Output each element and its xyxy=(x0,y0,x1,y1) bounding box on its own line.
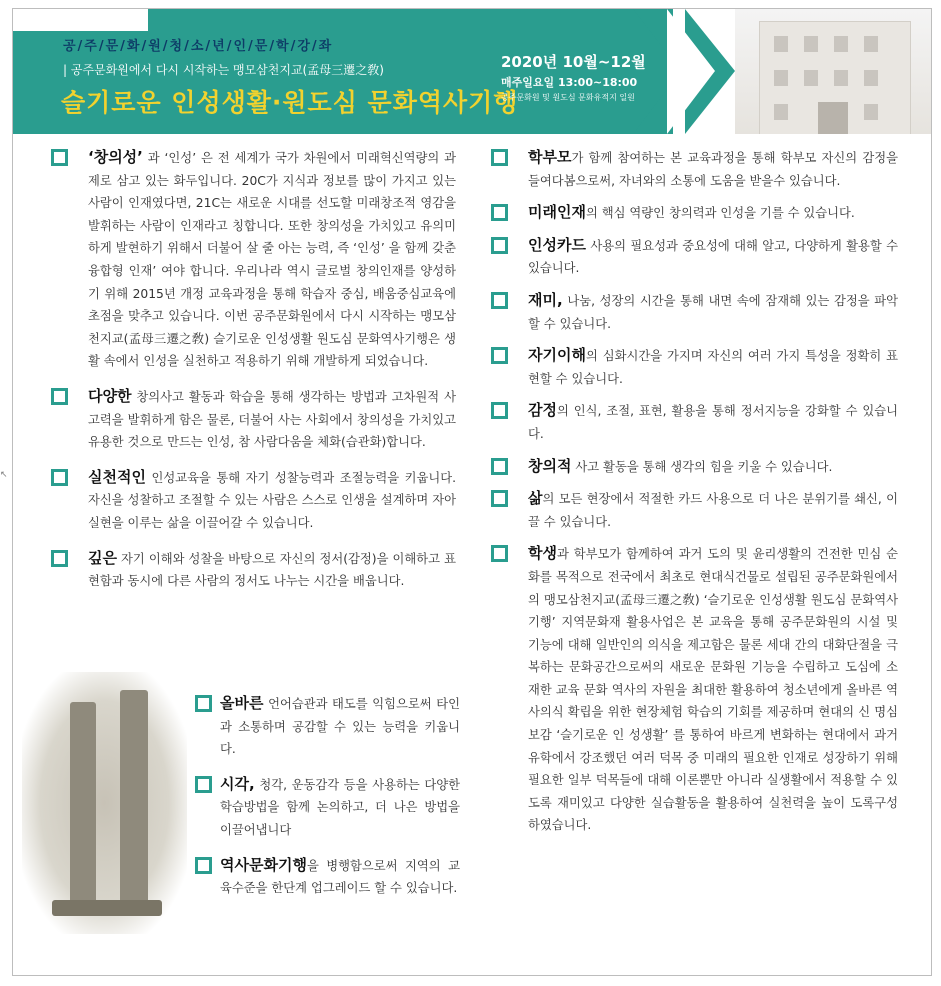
checkbox-icon xyxy=(491,402,508,419)
list-item xyxy=(192,692,460,761)
time-range: 매주일요일 13:00~18:00 xyxy=(501,76,638,89)
inset-list xyxy=(192,692,460,900)
schedule-block xyxy=(501,51,646,103)
venue: 공주문화원 및 원도심 문화유적지 일원 xyxy=(501,93,635,102)
stone-pillars-photo xyxy=(22,672,187,934)
item-text: 인성교육을 통해 자기 성찰능력과 조절능력을 키웁니다. 자신을 성찰하고 조절할 수 있는 사람은 스스로 인생을 설계하며 자아실현을 이루는 삶을 이끌어갈 수 있습니다. xyxy=(88,470,456,530)
list-item xyxy=(192,773,460,842)
right-column xyxy=(488,146,898,837)
item-text: 의 인식, 조절, 표현, 활용을 통해 정서지능을 강화할 수 있습니다. xyxy=(528,404,898,441)
item-keyword: ‘창의성’ xyxy=(88,148,143,166)
item-keyword: 재미, xyxy=(528,290,563,309)
checkbox-icon xyxy=(195,695,212,712)
item-text: 나눔, 성장의 시간을 통해 내면 속에 잠재해 있는 감정을 파악할 수 있습니다. xyxy=(528,293,898,331)
item-keyword: 다양한 xyxy=(88,386,132,405)
list-item xyxy=(488,399,898,445)
pillar-base xyxy=(52,900,162,916)
building-image xyxy=(759,21,911,134)
list-item xyxy=(48,466,456,535)
item-text: 가 함께 참여하는 본 교육과정을 통해 학부모 자신의 감정을 들여다봄으로써, 자녀와의 소통에 도움을 받을수 있습니다. xyxy=(528,151,898,188)
checkbox-icon xyxy=(491,545,508,562)
chevron-gap xyxy=(667,9,715,134)
checkbox-icon xyxy=(491,458,508,475)
header-banner xyxy=(13,9,931,134)
item-text: 창의사고 활동과 학습을 통해 생각하는 방법과 고차원적 사고력을 발휘하게 함은 물론, 더불어 사는 사회에서 창의성을 가치있고 유용한 것으로 만드는 인성, 참 사람다움을 체화(습관화)합니다. xyxy=(88,389,456,450)
item-text: 사용의 필요성과 중요성에 대해 알고, 다양하게 활용할 수 있습니다. xyxy=(528,238,898,276)
list-item xyxy=(488,234,898,280)
checkbox-icon xyxy=(491,237,508,254)
program-title: 슬기로운 인성생활·원도심 문화역사기행 xyxy=(61,88,519,117)
list-item xyxy=(48,146,456,373)
list-item xyxy=(488,146,898,192)
list-item xyxy=(488,289,898,335)
item-keyword: 감정 xyxy=(528,401,557,420)
item-keyword: 미래인재 xyxy=(528,203,586,222)
checkbox-icon xyxy=(51,469,68,486)
item-keyword: 창의적 xyxy=(528,456,572,475)
item-text: 청각, 운동감각 등을 사용하는 다양한 학습방법을 함께 논의하고, 더 나은 방법을 이끌어냅니다 xyxy=(220,777,460,837)
item-keyword: 인성카드 xyxy=(528,235,586,254)
checkbox-icon xyxy=(195,776,212,793)
checkbox-icon xyxy=(195,857,212,874)
stone-pillar xyxy=(120,690,148,912)
list-item xyxy=(488,542,898,837)
left-column xyxy=(48,146,456,593)
stone-pillar xyxy=(70,702,96,912)
program-subtitle: | 공주문화원에서 다시 시작하는 맹모삼천지교(孟母三遷之敎) xyxy=(63,63,384,77)
building-photo xyxy=(735,9,931,134)
item-text: 을 병행함으로써 지역의 교육수준을 한단계 업그레이드 할 수 있습니다. xyxy=(220,858,460,896)
marker-icon: ↖ xyxy=(0,470,8,480)
item-text: 과 ‘인성’ 은 전 세계가 국가 차원에서 미래혁신역량의 과제로 삼고 있는 화두입니다. 20C가 지식과 정보를 많이 가지고 있는 사람이 인재였다면, 21C는 새로운 시대를 선도할 미래창조적 영감을 발휘하는 사람이 인재라고 칭합니다. 또한 창의성을 가치있고 유의미하게 발현하기 위해서 더불어 살 줄 아는 능력, 즉 ‘인성’ 을 함께 갖춘 융합형 인재’ 여야 합니다. 우리나라 역시 글로벌 창의인재를 양성하기 위해 2015년 개정 교육과정을 통해 학습자 중심, 배움중심교육에 초점을 맞추고 있습니다. 이번 공주문화원에서 다시 시작하는 맹모삼천지교(孟母三遷之敎) 슬기로운 인성생활 원도심 문화역사기행은 생활 속에서 인성을 실천하고 적용하기 위해 개발하게 되었습니다. xyxy=(88,151,456,369)
item-text: 의 핵심 역량인 창의력과 인성을 기를 수 있습니다. xyxy=(585,206,855,221)
checkbox-icon xyxy=(491,490,508,507)
checkbox-icon xyxy=(491,204,508,221)
list-item xyxy=(488,455,898,479)
item-text: 언어습관과 태도를 익힘으로써 타인과 소통하며 공감할 수 있는 능력을 키웁니다. xyxy=(220,697,460,757)
item-text: 사고 활동을 통해 생각의 힘을 키울 수 있습니다. xyxy=(571,459,833,474)
date-range: 2020년 10월~12월 xyxy=(501,53,646,71)
checkbox-icon xyxy=(491,347,508,364)
lecture-series-label: 공/주/문/화/원/청/소/년/인/문/학/강/좌 xyxy=(63,39,334,54)
checkbox-icon xyxy=(51,388,68,405)
list-item xyxy=(488,487,898,533)
item-keyword: 시각, xyxy=(220,774,255,793)
item-keyword: 깊은 xyxy=(88,548,117,567)
list-item xyxy=(488,201,898,225)
item-keyword: 학부모 xyxy=(528,148,572,166)
item-keyword: 올바른 xyxy=(220,694,264,712)
item-keyword: 학생 xyxy=(528,544,557,563)
list-item xyxy=(48,547,456,593)
item-keyword: 역사문화기행 xyxy=(220,855,307,874)
item-text: 자기 이해와 성찰을 바탕으로 자신의 정서(감정)을 이해하고 표현함과 동시에 다른 사람의 정서도 나누는 시간을 배웁니다. xyxy=(88,551,456,589)
item-text: 과 학부모가 함께하여 과거 도의 및 윤리생활의 건전한 민심 순화를 목적으로 전국에서 최초로 현대식건물로 설립된 공주문화원에서의 맹모삼천지교(孟母三遷之敎) ‘슬기로운 인성생활 원도심 문화역사기행’ 지역문화재 활용사업은 본 교육을 통해 공주문화원의 시설 및 기능에 대해 일반인의 의식을 제고함은 물론 세대 간의 대화단절을 극복하는 문화공간으로써의 새로운 문화원 기능을 수립하고 도심에 소재한 교육 문화 역사의 자원을 최대한 활용하여 청소년에게 올바른 역사의식 확립을 위한 현장체험 학습의 기회를 제공하며 현대의 신 명심보감 ‘슬기로운 인 성생활’ 를 통하여 바르게 변화하는 현대에서 과거유학에서 강조했던 여러 덕목 중 미래의 필요한 인재로 성장하기 위해 필요한 일부 덕목들에 대해 이론뿐만 아니라 실생활에서 적용할 수 있도록 재미있고 다양한 실습활동을 활용하여 실천력을 높이 도록구성하였습니다. xyxy=(528,547,898,833)
item-text: 의 모든 현장에서 적절한 카드 사용으로 더 나은 분위기를 쇄신, 이끌 수 있습니다. xyxy=(528,492,898,529)
checkbox-icon xyxy=(51,550,68,567)
checkbox-icon xyxy=(491,149,508,166)
checkbox-icon xyxy=(51,149,68,166)
banner-corner xyxy=(13,9,148,31)
item-keyword: 자기이해 xyxy=(528,346,586,365)
item-keyword: 실천적인 xyxy=(88,467,146,486)
item-keyword: 삶 xyxy=(528,489,543,508)
checkbox-icon xyxy=(491,292,508,309)
item-text: 의 심화시간을 가지며 자신의 여러 가지 특성을 정확히 표현할 수 있습니다. xyxy=(528,349,898,386)
list-item xyxy=(192,854,460,900)
list-item xyxy=(488,344,898,390)
list-item xyxy=(48,385,456,454)
